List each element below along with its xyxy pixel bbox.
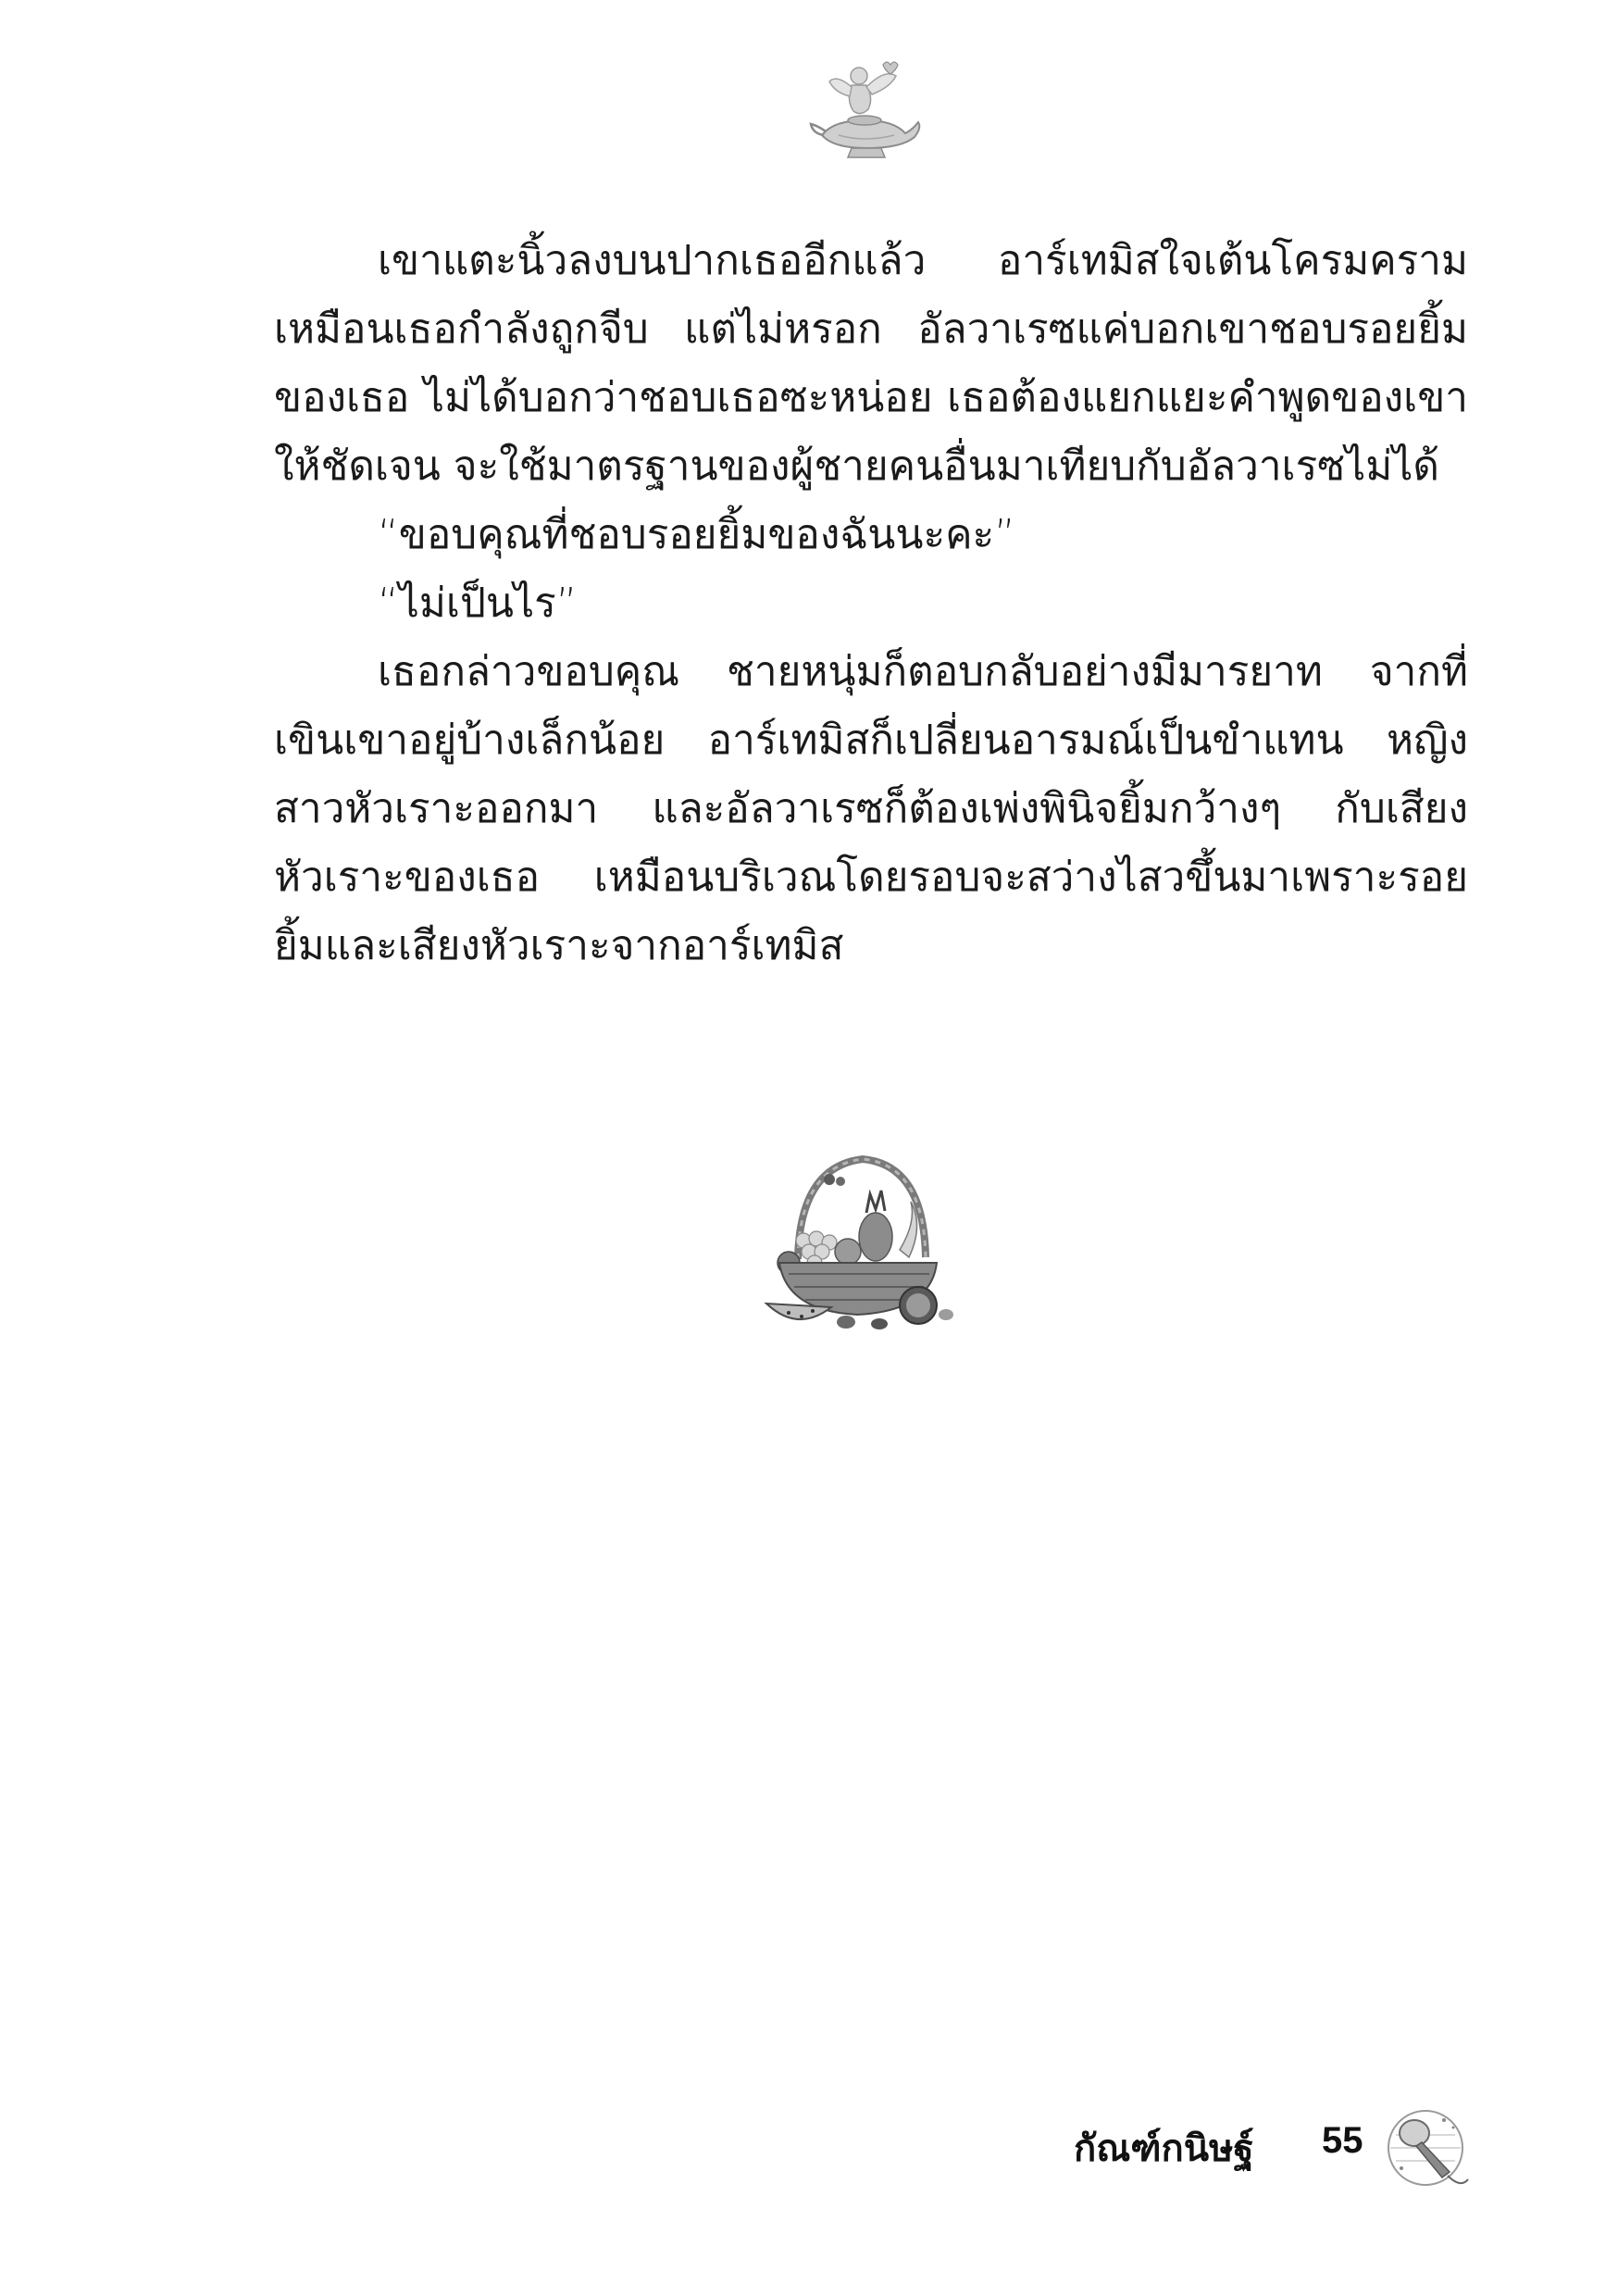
dialogue-line: “ไม่เป็นไร”: [378, 580, 578, 627]
footer-author-name: กัณฑ์กนิษฐ์: [1074, 2128, 1254, 2170]
page-number: 55: [1322, 2120, 1363, 2161]
fruit-basket-icon: [761, 1148, 955, 1333]
cupid-lamp-icon: [805, 56, 926, 162]
paragraph: เธอกล่าวขอบคุณ ชายหนุ่มก็ตอบกลับอย่างมีมารยาท จากที่เขินเขาอยู่บ้างเล็กน้อย อาร์เทมิสก็เปลี่ยนอารมณ์เป็นขำแทน หญิงสาวหัวเราะออกมา และอัลวาเรซก็ต้องเพ่งพินิจยิ้มกว้างๆ กับเสียงหัวเราะของเธอ เหมือนบริเวณโดยรอบจะสว่างไสวขึ้นมาเพราะรอยยิ้มและเสียงหัวเราะจากอาร์เทมิส: [274, 648, 1468, 969]
microphone-icon: [1379, 2102, 1472, 2194]
paragraph: เขาแตะนิ้วลงบนปากเธออีกแล้ว อาร์เทมิสใจเต้นโครมคราม เหมือนเธอกำลังถูกจีบ แต่ไม่หรอก อัลวาเรซแค่บอกเขาชอบรอยยิ้มของเธอ ไม่ได้บอกว่าชอบเธอซะหน่อย เธอต้องแยกแยะคำพูดของเขาให้ชัดเจน จะใช้มาตรฐานของผู้ชายคนอื่นมาเทียบกับอัลวาเรซไม่ได้: [274, 237, 1468, 490]
page-footer: [1074, 2102, 1481, 2203]
story-body: [274, 227, 1468, 980]
dialogue-line: “ขอบคุณที่ชอบรอยยิ้มของฉันนะคะ”: [378, 511, 1015, 558]
